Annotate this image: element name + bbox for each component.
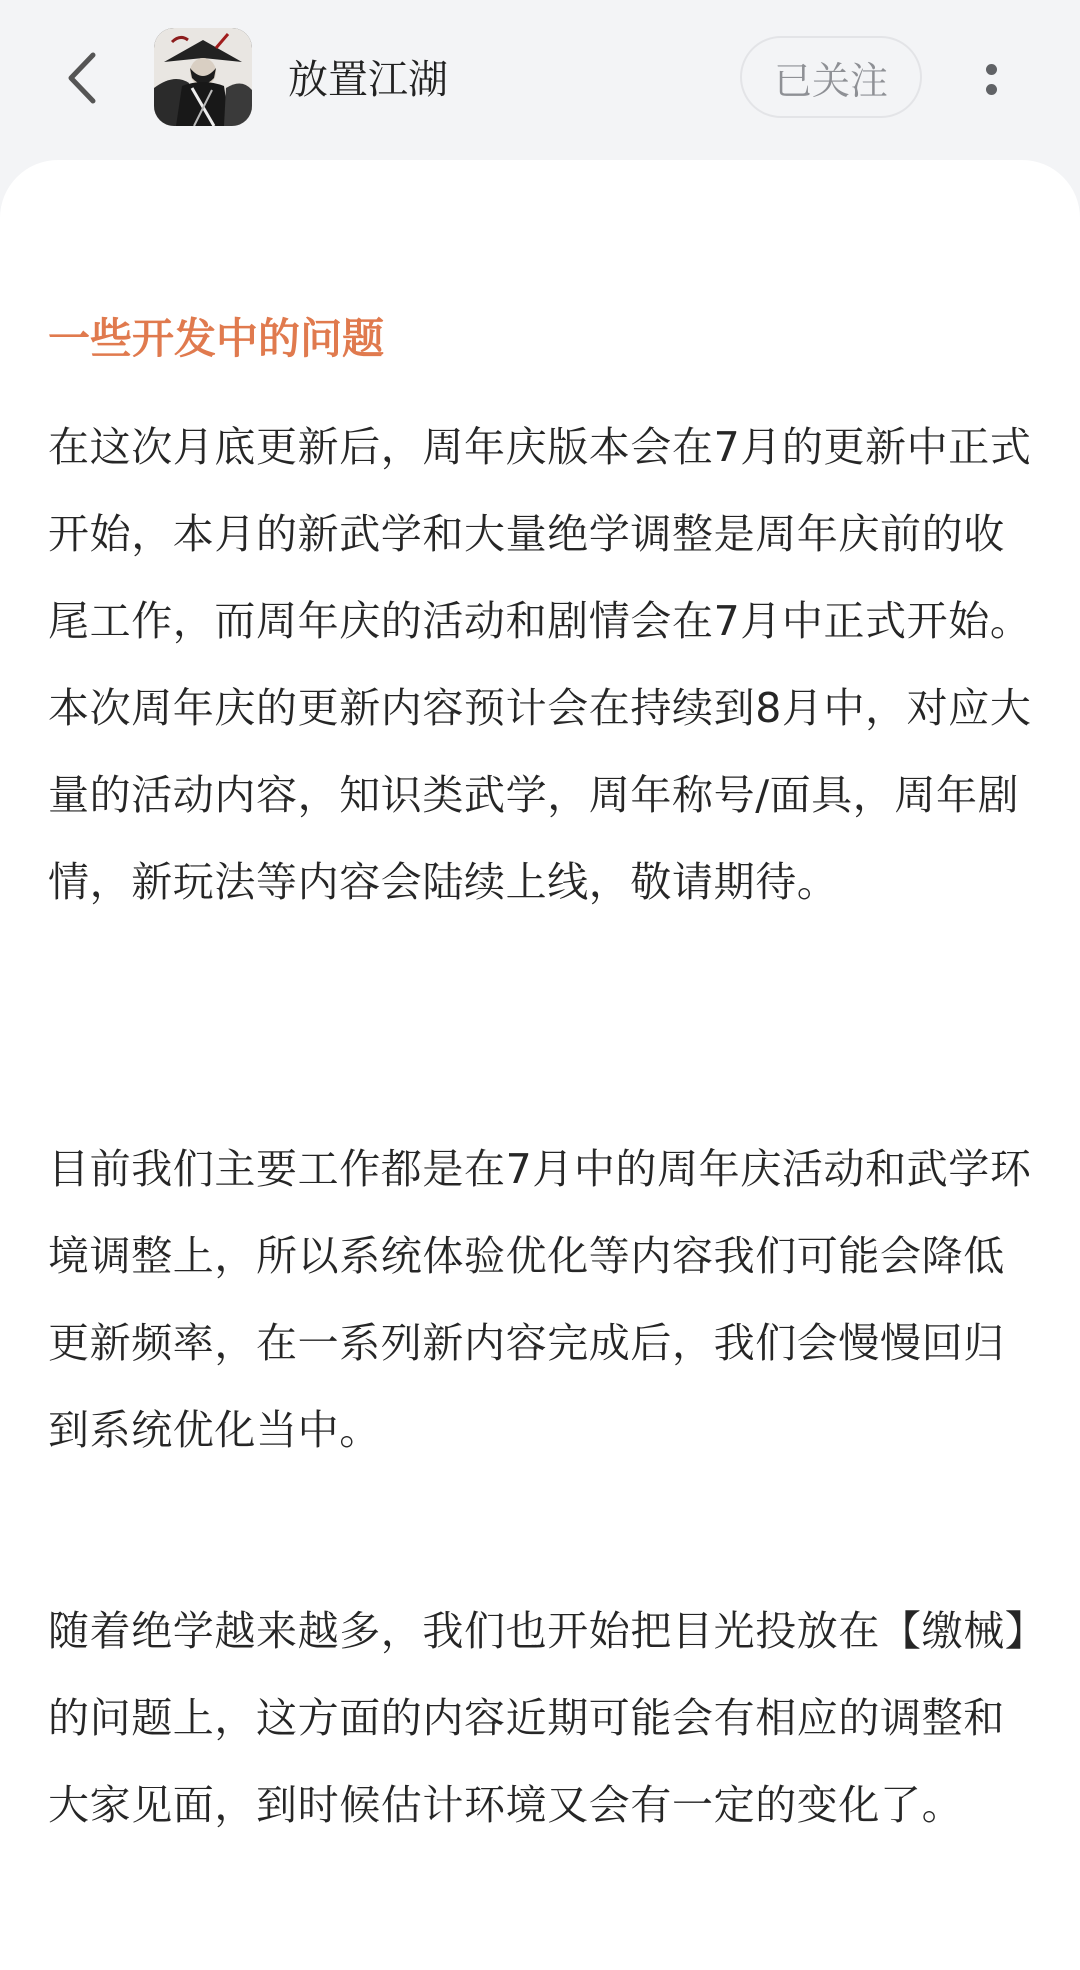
article-paragraph: 随着绝学越来越多，我们也开始把目光投放在【缴械】的问题上，这方面的内容近期可能会有相应的调整和大家见面，到时候估计环境又会有一定的变化了。: [48, 1607, 1026, 1829]
more-button[interactable]: [966, 44, 1016, 114]
top-bar: [0, 0, 1080, 160]
app-avatar[interactable]: [154, 28, 252, 126]
more-vertical-icon: [986, 64, 997, 75]
article-paragraph: 目前我们主要工作都是在7月中的周年庆活动和武学环境调整上，所以系统体验优化等内容我们可能会降低更新频率，在一系列新内容完成后，我们会慢慢回归到系统优化当中。: [48, 1145, 1032, 1454]
section-title: 一些开发中的问题: [48, 314, 385, 363]
game-avatar-icon: [154, 28, 252, 126]
follow-button[interactable]: 已关注: [740, 36, 922, 118]
back-button[interactable]: [52, 40, 112, 116]
article-paragraph: 在这次月底更新后，周年庆版本会在7月的更新中正式开始，本月的新武学和大量绝学调整是周年庆前的收尾工作，而周年庆的活动和剧情会在7月中正式开始。本次周年庆的更新内容预计会在持续到8月中，对应大量的活动内容，知识类武学，周年称号/面具，周年剧情，新玩法等内容会陆续上线，敬请期待。: [48, 423, 1032, 906]
chevron-left-icon: [65, 51, 99, 105]
app-title[interactable]: 放置江湖: [288, 57, 448, 103]
more-vertical-icon: [986, 84, 997, 95]
